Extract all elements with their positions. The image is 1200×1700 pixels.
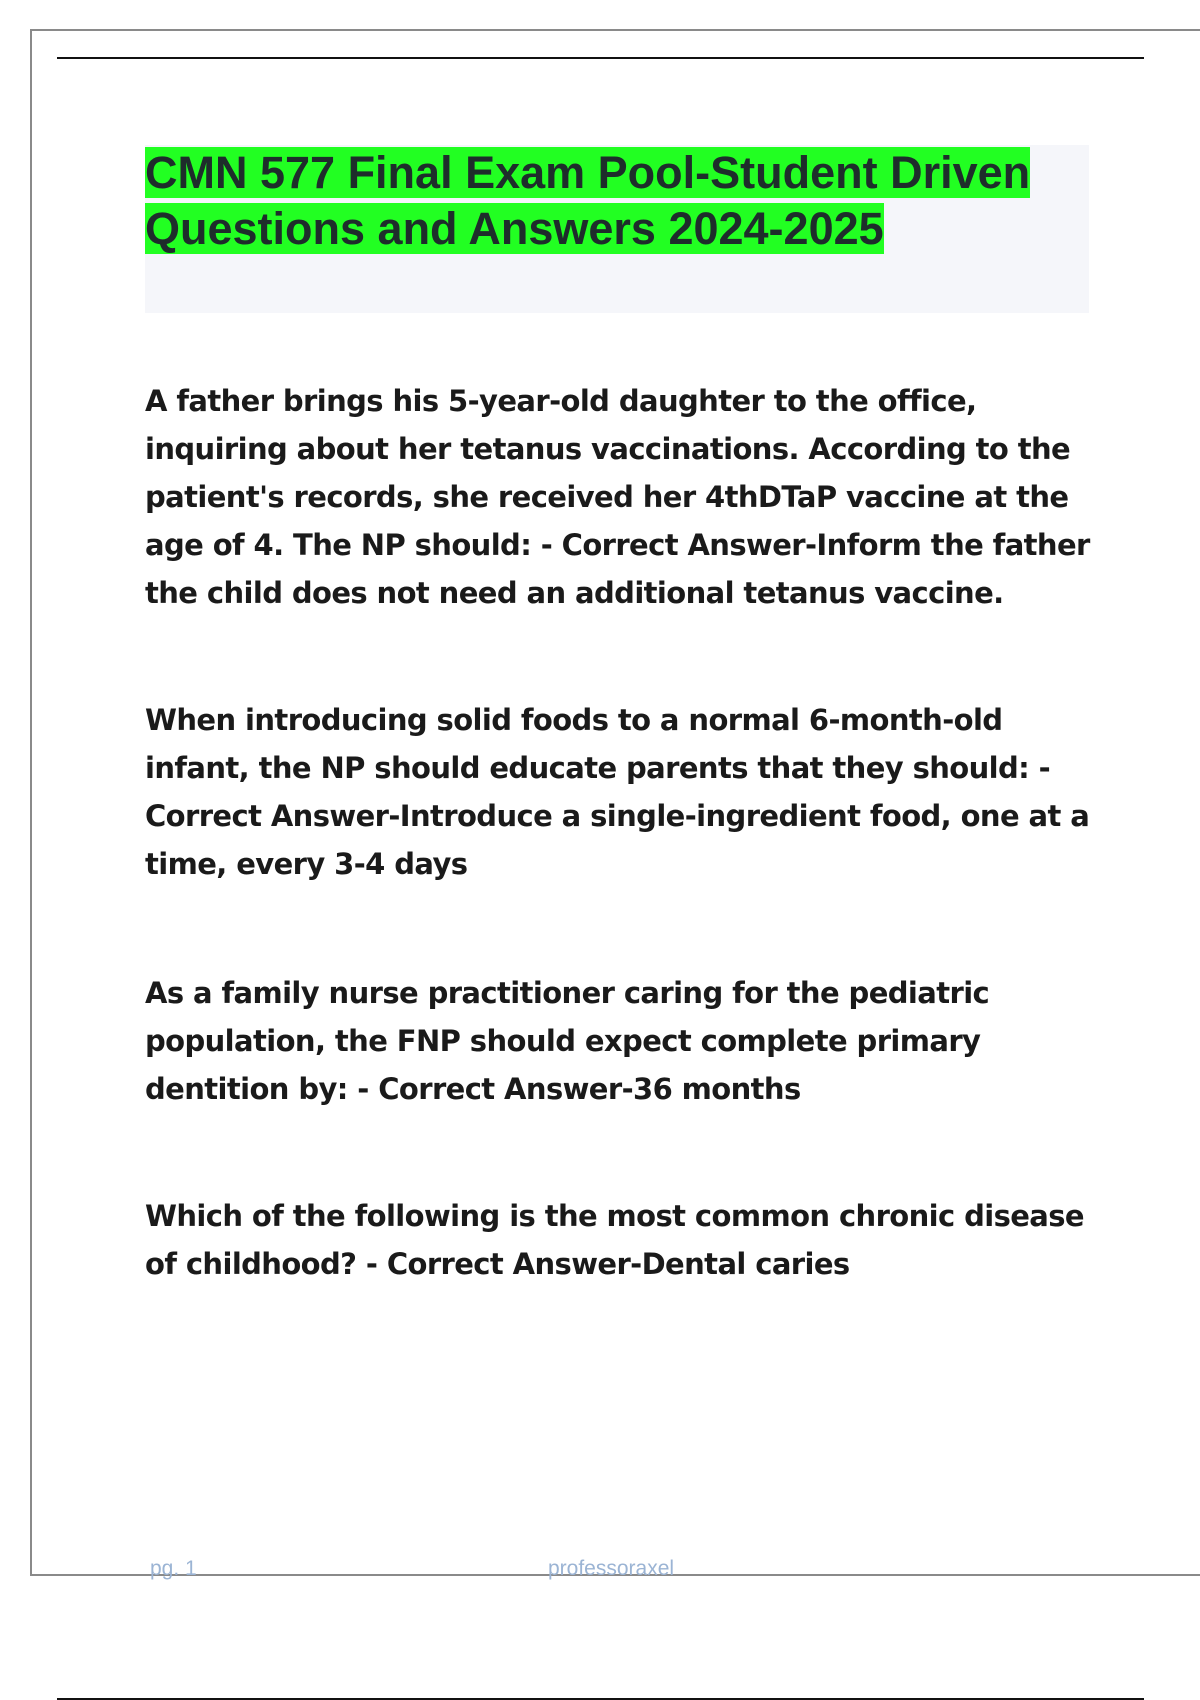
- footer-page-number: pg. 1: [150, 1557, 197, 1580]
- question-answer-3: As a family nurse practitioner caring for the pediatric population, the FNP should expect complete primary dentition by: - Correct Answer-36 months: [145, 976, 990, 1106]
- title-block: [145, 145, 1089, 313]
- header-rule: [57, 57, 1144, 59]
- question-answer-2: When introducing solid foods to a normal 6-month-old infant, the NP should educate parents that they should: - Correct Answer-Introduce a single-ingredient food, one at a time, every 3-4 days: [145, 703, 1090, 881]
- footer-brand: professoraxel: [548, 1557, 675, 1580]
- page-frame-left-border: [30, 29, 32, 1574]
- question-answer-1: A father brings his 5-year-old daughter to the office, inquiring about her tetanus vaccinations. According to the patient's records, she received her 4thDTaP vaccine at the age of 4. The NP should: - Correct Answer-Inform the father the child does not need an additional tetanus vaccine.: [145, 384, 1090, 610]
- page-frame-top-border: [30, 29, 1200, 31]
- document-title-highlight: CMN 577 Final Exam Pool-Student Driven Questions and Answers 2024-2025: [145, 147, 1031, 254]
- document-title: [145, 145, 1089, 257]
- question-answer-4: Which of the following is the most common chronic disease of childhood? - Correct Answer-Dental caries: [145, 1199, 1084, 1281]
